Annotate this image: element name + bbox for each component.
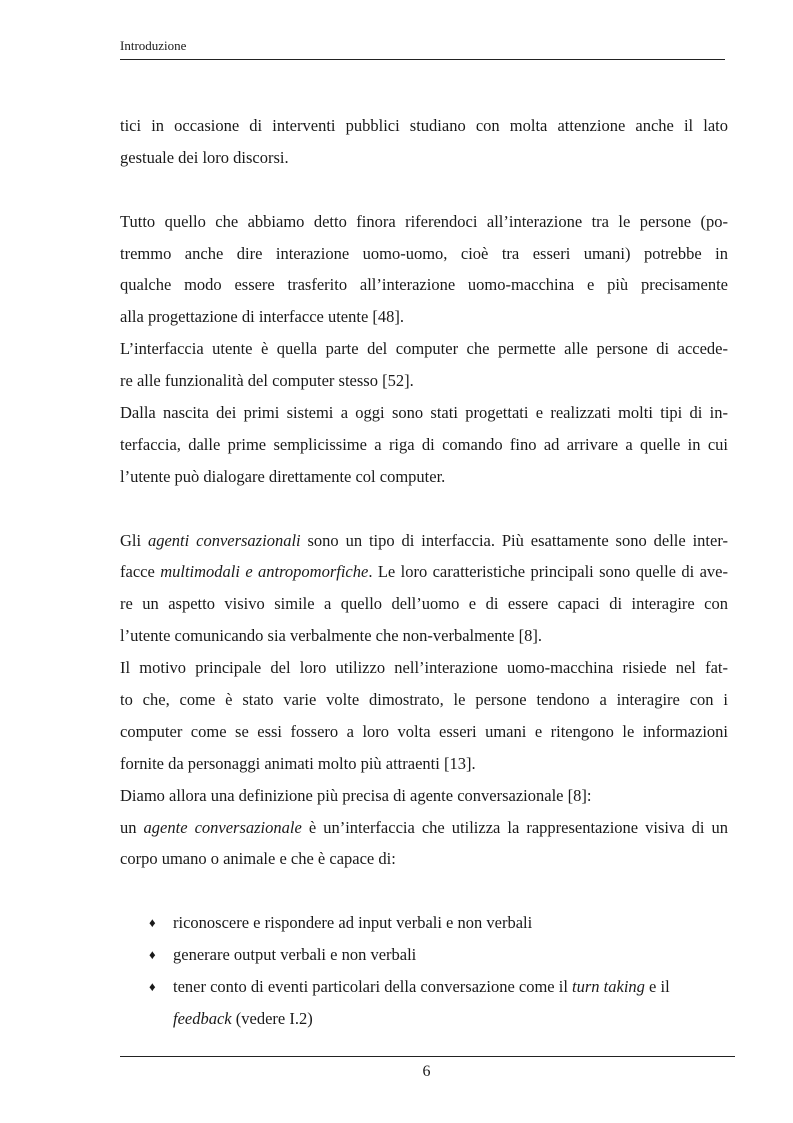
list-item xyxy=(120,907,728,939)
diamond-bullet-icon: ♦ xyxy=(149,915,156,931)
text-run: è un’interfaccia che utilizza la rappresentazione visiva di un xyxy=(301,817,728,837)
paragraph-line: computer come se essi fossero a loro volta esseri umani e ritengono le informazioni xyxy=(120,721,728,741)
italic-term: agente conversazionale xyxy=(143,817,302,837)
paragraph-line: l’utente comunicando sia verbalmente che non-verbalmente [8]. xyxy=(120,626,542,646)
header-rule xyxy=(120,59,725,60)
diamond-bullet-icon: ♦ xyxy=(149,979,156,995)
paragraph-line: l’utente può dialogare direttamente col computer. xyxy=(120,466,446,486)
bullet-list xyxy=(120,907,728,1035)
paragraph-line: Dalla nascita dei primi sistemi a oggi sono stati progettati e realizzati molti tipi di in- xyxy=(120,403,728,423)
paragraph-line: tremmo anche dire interazione uomo-uomo, cioè tra esseri umani) potrebbe in xyxy=(120,243,728,263)
paragraph-line xyxy=(120,812,728,844)
paragraph-line xyxy=(120,556,728,588)
page-number: 6 xyxy=(422,1063,431,1080)
list-item-text xyxy=(120,1003,728,1035)
paragraph-line: re alle funzionalità del computer stesso [52]. xyxy=(120,371,414,391)
paragraph-line: gestuale dei loro discorsi. xyxy=(120,147,289,167)
paragraph-line: Tutto quello che abbiamo detto finora riferendoci all’interazione tra le persone (po- xyxy=(120,211,728,231)
text-run: tener conto di eventi particolari della conversazione come il xyxy=(173,977,573,997)
paragraph-line: L’interfaccia utente è quella parte del computer che permette alle persone di accede- xyxy=(120,339,728,359)
text-run: Gli xyxy=(120,530,148,550)
text-run: facce xyxy=(120,562,161,582)
paragraph-line: alla progettazione di interfacce utente [48]. xyxy=(120,307,405,327)
page-body xyxy=(120,110,728,1035)
list-item-text: riconoscere e rispondere ad input verbali e non verbali xyxy=(173,913,533,933)
text-run: (vedere I.2) xyxy=(231,1008,313,1028)
list-item xyxy=(120,939,728,971)
running-header: Introduzione xyxy=(120,38,187,53)
paragraph-line: Il motivo principale del loro utilizzo nell’interazione uomo-macchina risiede nel fat- xyxy=(120,658,728,678)
paragraph-line: re un aspetto visivo simile a quello dell’uomo e di essere capaci di interagire con xyxy=(120,594,728,614)
text-run: un xyxy=(120,817,144,837)
text-run: . Le loro caratteristiche principali sono quelle di ave- xyxy=(368,562,729,582)
paragraph-line: to che, come è stato varie volte dimostrato, le persone tendono a interagire con i xyxy=(120,690,728,710)
italic-term: multimodali e antropomorfiche xyxy=(160,562,369,582)
paragraph-line: corpo umano o animale e che è capace di: xyxy=(120,849,396,869)
paragraph-line xyxy=(120,525,728,557)
paragraph-gap xyxy=(120,875,728,907)
list-item-continuation xyxy=(120,1003,728,1035)
list-item xyxy=(120,971,728,1003)
diamond-bullet-icon: ♦ xyxy=(149,947,156,963)
paragraph-line: terfaccia, dalle prime semplicissime a riga di comando fino ad arrivare a quelle in cui xyxy=(120,434,728,454)
italic-term: feedback xyxy=(173,1008,232,1028)
paragraph-line: Diamo allora una definizione più precisa di agente conversazionale [8]: xyxy=(120,785,592,805)
italic-term: turn taking xyxy=(572,977,645,997)
italic-term: agenti conversazionali xyxy=(147,530,301,550)
footer-rule xyxy=(120,1056,735,1057)
paragraph-gap xyxy=(120,174,728,206)
paragraph-gap xyxy=(120,493,728,525)
paragraph-line: qualche modo essere trasferito all’interazione uomo-macchina e più precisamente xyxy=(120,275,728,295)
list-item-text xyxy=(120,971,728,1003)
paragraph-line: fornite da personaggi animati molto più attraenti [13]. xyxy=(120,753,476,773)
text-run: e il xyxy=(644,977,670,997)
paragraph-line: tici in occasione di interventi pubblici studiano con molta attenzione anche il lato xyxy=(120,116,728,135)
list-item-text: generare output verbali e non verbali xyxy=(173,945,417,965)
text-run: sono un tipo di interfaccia. Più esattamente sono delle inter- xyxy=(300,530,728,550)
